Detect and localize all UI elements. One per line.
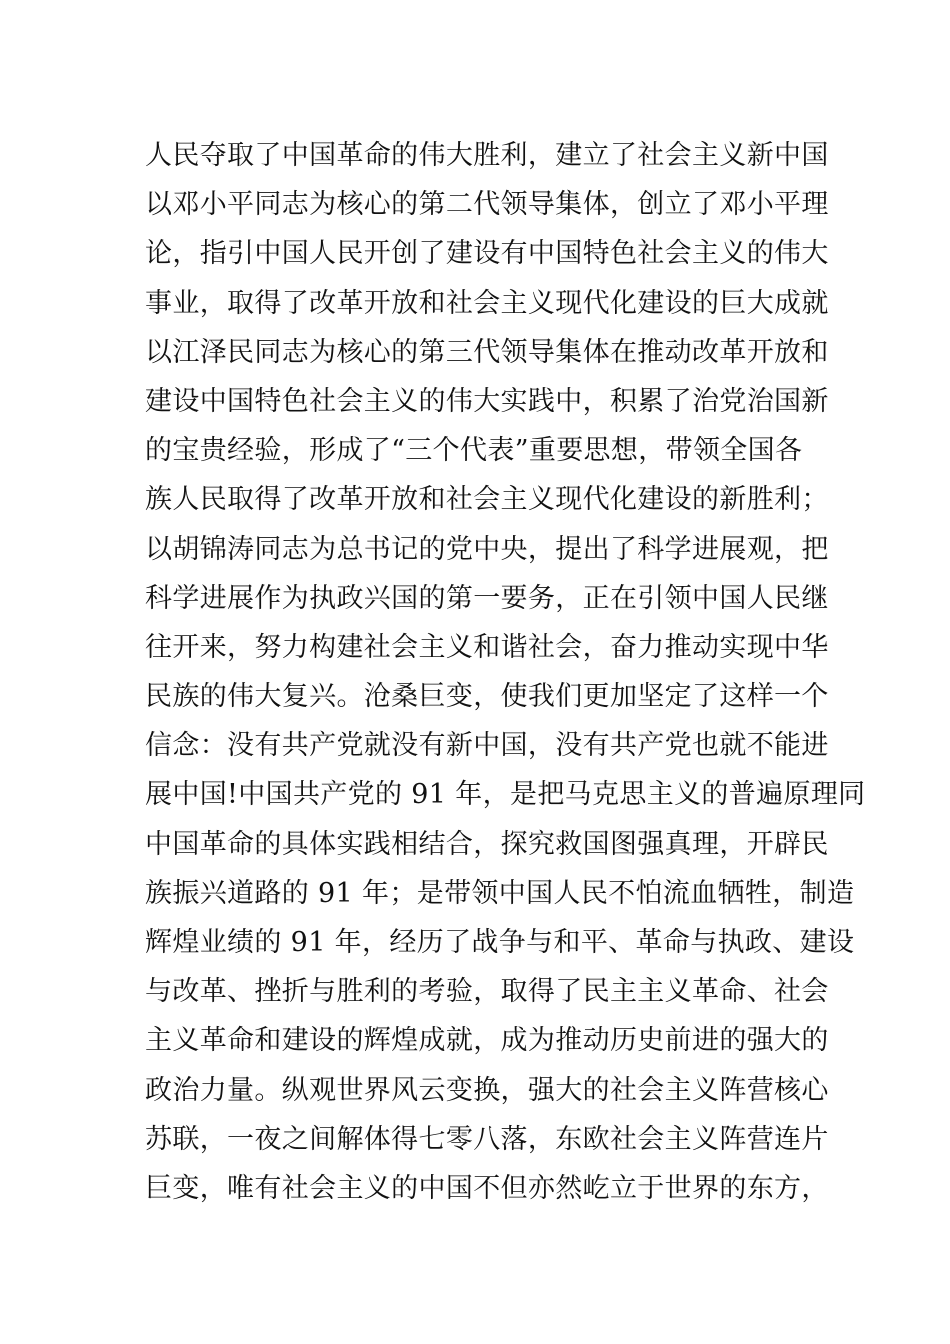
text-line: 以邓小平同志为核心的第二代领导集体，创立了邓小平理: [145, 189, 829, 221]
text-line: 民族的伟大复兴。沧桑巨变，使我们更加坚定了这样一个: [145, 681, 829, 713]
text-line: 往开来，努力构建社会主义和谐社会，奋力推动实现中华: [145, 631, 829, 663]
text-line: 人民夺取了中国革命的伟大胜利，建立了社会主义新中国: [145, 140, 829, 171]
text-line: 信念：没有共产党就没有新中国，没有共产党也就不能进: [145, 730, 829, 762]
text-line: 族人民取得了改革开放和社会主义现代化建设的新胜利；: [145, 484, 829, 516]
text-line: 论，指引中国人民开创了建设有中国特色社会主义的伟大: [145, 238, 829, 270]
text-line: 以江泽民同志为核心的第三代领导集体在推动改革开放和: [145, 336, 829, 368]
text-line: 的宝贵经验，形成了“三个代表”重要思想，带领全国各: [145, 435, 803, 467]
text-line: 巨变，唯有社会主义的中国不但亦然屹立于世界的东方，: [145, 1172, 829, 1204]
text-line: 主义革命和建设的辉煌成就，成为推动历史前进的强大的: [145, 1025, 829, 1057]
text-line: 与改革、挫折与胜利的考验，取得了民主主义革命、社会: [145, 976, 829, 1008]
text-line: 以胡锦涛同志为总书记的党中央，提出了科学进展观，把: [145, 533, 829, 565]
text-line: 苏联，一夜之间解体得七零八落，东欧社会主义阵营连片: [145, 1123, 829, 1155]
text-line: 建设中国特色社会主义的伟大实践中，积累了治党治国新: [145, 385, 829, 417]
text-line: 政治力量。纵观世界风云变换，强大的社会主义阵营核心: [145, 1074, 829, 1106]
text-line: 族振兴道路的 91 年；是带领中国人民不怕流血牺牲，制造: [145, 877, 855, 909]
text-line: 展中国!中国共产党的 91 年，是把马克思主义的普遍原理同: [145, 779, 866, 811]
text-line: 辉煌业绩的 91 年，经历了战争与和平、革命与执政、建设: [145, 927, 855, 958]
text-line: 事业，取得了改革开放和社会主义现代化建设的巨大成就: [145, 287, 829, 319]
text-line: 科学进展作为执政兴国的第一要务，正在引领中国人民继: [145, 582, 829, 614]
body-text: [145, 131, 866, 1213]
text-line: 中国革命的具体实践相结合，探究救国图强真理，开辟民: [145, 828, 829, 860]
